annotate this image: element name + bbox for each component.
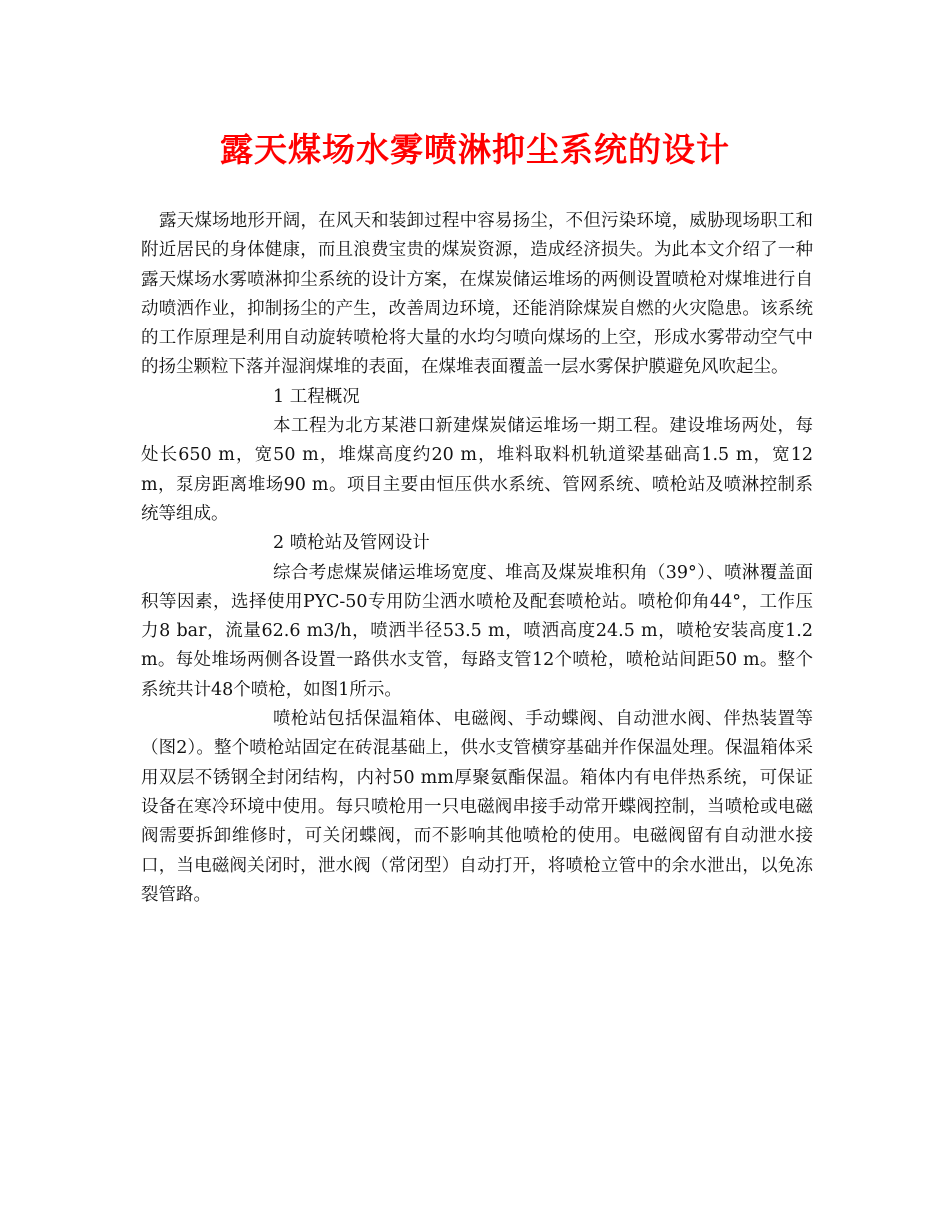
section-heading-1: 1 工程概况	[273, 386, 360, 407]
document-body	[141, 207, 813, 910]
section-2-paragraph-2: 喷枪站包括保温箱体、电磁阀、手动蝶阀、自动泄水阀、伴热装置等（图2）。整个喷枪站固定在砖混基础上，供水支管横穿基础并作保温处理。保温箱体采用双层不锈钢全封闭结构，内衬50 mm厚聚氨酯保温。箱体内有电伴热系统，可保证设备在寒冷环境中使用。每只喷枪用一只电磁阀串接手动常开蝶阀控制，当喷枪或电磁阀需要拆卸维修时，可关闭蝶阀，而不影响其他喷枪的使用。电磁阀留有自动泄水接口，当电磁阀关闭时，泄水阀（常闭型）自动打开，将喷枪立管中的余水泄出，以免冻裂管路。	[141, 709, 813, 905]
section-2-paragraph-1: 综合考虑煤炭储运堆场宽度、堆高及煤炭堆积角（39°）、喷淋覆盖面积等因素，选择使用PYC-50专用防尘洒水喷枪及配套喷枪站。喷枪仰角44°，工作压力8 bar，流量62.6 m3/h，喷洒半径53.5 m，喷洒高度24.5 m，喷枪安装高度1.2 m。每处堆场两侧各设置一路供水支管，每路支管12个喷枪，喷枪站间距50 m。整个系统共计48个喷枪，如图1所示。	[141, 562, 813, 700]
intro-paragraph: 露天煤场地形开阔，在风天和装卸过程中容易扬尘，不但污染环境，威胁现场职工和附近居民的身体健康，而且浪费宝贵的煤炭资源，造成经济损失。为此本文介绍了一种露天煤场水雾喷淋抑尘系统的设计方案，在煤炭储运堆场的两侧设置喷枪对煤堆进行自动喷洒作业，抑制扬尘的产生，改善周边环境，还能消除煤炭自燃的火灾隐患。该系统的工作原理是利用自动旋转喷枪将大量的水均匀喷向煤场的上空，形成水雾带动空气中的扬尘颗粒下落并湿润煤堆的表面，在煤堆表面覆盖一层水雾保护膜避免风吹起尘。	[141, 211, 813, 378]
section-heading-2: 2 喷枪站及管网设计	[273, 533, 430, 554]
document-title: 露天煤场水雾喷淋抑尘系统的设计	[220, 130, 730, 169]
section-1-paragraph: 本工程为北方某港口新建煤炭储运堆场一期工程。建设堆场两处，每处长650 m，宽50 m，堆煤高度约20 m，堆料取料机轨道梁基础高1.5 m，宽12 m，泵房距离堆场90 m。项目主要由恒压供水系统、管网系统、喷枪站及喷淋控制系统等组成。	[141, 416, 813, 524]
